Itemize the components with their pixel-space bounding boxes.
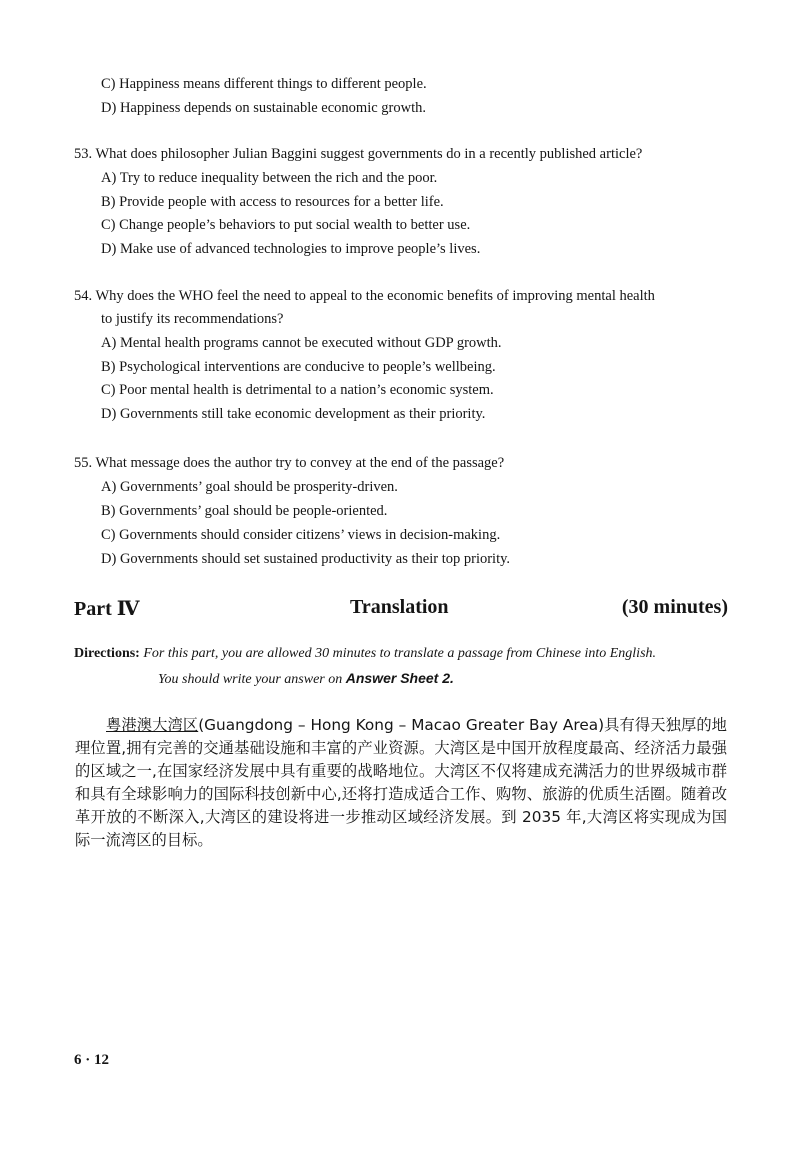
directions-line2: [158, 669, 454, 689]
option-letter: B): [101, 503, 116, 519]
translation-passage: [75, 714, 727, 852]
option-letter: C): [101, 527, 116, 543]
question-text: Why does the WHO feel the need to appeal to the economic benefits of improving mental health: [95, 288, 655, 304]
option-text: Poor mental health is detrimental to a nation’s economic system.: [119, 382, 494, 398]
part-title: Translation: [350, 596, 449, 618]
option-text: Provide people with access to resources for a better life.: [119, 194, 444, 210]
q55-option-a: [101, 478, 398, 496]
question-text: What does philosopher Julian Baggini suggest governments do in a recently published article?: [95, 146, 643, 162]
q54-option-c: [101, 381, 494, 399]
question-text: What message does the author try to convey at the end of the passage?: [95, 455, 505, 471]
option-text: Change people’s behaviors to put social wealth to better use.: [119, 217, 471, 233]
option-letter: D): [101, 241, 117, 257]
q53-option-d: [101, 240, 480, 258]
q53-stem: [74, 145, 642, 163]
q52-option-d: [101, 99, 426, 117]
option-text: Try to reduce inequality between the rich and the poor.: [119, 170, 438, 186]
q55-option-b: [101, 502, 387, 520]
option-letter: A): [101, 170, 117, 186]
q54-option-b: [101, 358, 496, 376]
option-letter: D): [101, 100, 117, 116]
question-number: 54.: [74, 288, 93, 304]
directions-text: You should write your answer on: [158, 672, 343, 687]
part-time: (30 minutes): [621, 596, 728, 618]
part-label: Part Ⅳ: [74, 598, 140, 620]
option-letter: B): [101, 194, 116, 210]
option-text: Governments should set sustained productivity as their top priority.: [119, 551, 511, 567]
question-number: 55.: [74, 455, 93, 471]
page-number: 6 · 12: [74, 1052, 110, 1068]
question-number: 53.: [74, 146, 93, 162]
option-letter: B): [101, 359, 116, 375]
option-text: Mental health programs cannot be executed without GDP growth.: [119, 335, 502, 351]
part-heading: [74, 596, 728, 624]
option-text: Governments still take economic development as their priority.: [119, 406, 486, 422]
option-text: Governments’ goal should be people-oriented.: [119, 503, 388, 519]
option-text: Happiness means different things to different people.: [119, 76, 427, 92]
option-letter: A): [101, 335, 117, 351]
option-text: Happiness depends on sustainable economic growth.: [119, 100, 426, 116]
q52-option-c: [101, 75, 427, 93]
q55-option-d: [101, 550, 510, 568]
directions-text: For this part, you are allowed 30 minutes to translate a passage from Chinese into English.: [143, 646, 657, 661]
q54-stem-line2: to justify its recommendations?: [101, 311, 284, 327]
q54-option-d: [101, 405, 485, 423]
option-text: Psychological interventions are conducive to people’s wellbeing.: [119, 359, 496, 375]
q53-option-a: [101, 169, 437, 187]
option-letter: C): [101, 382, 116, 398]
option-text: Governments’ goal should be prosperity-driven.: [119, 479, 398, 495]
option-text: Governments should consider citizens’ views in decision-making.: [119, 527, 501, 543]
directions-label: Directions:: [74, 646, 140, 661]
option-text: Make use of advanced technologies to improve people’s lives.: [119, 241, 481, 257]
option-letter: C): [101, 76, 116, 92]
q55-stem: [74, 454, 504, 472]
option-letter: A): [101, 479, 117, 495]
option-letter: D): [101, 406, 117, 422]
passage-body: (Guangdong – Hong Kong – Macao Greater Bay Area)具有得天独厚的地理位置,拥有完善的交通基础设施和丰富的产业资源。大湾区是中国开放程度最高、经济活力最强的区域之一,在国家经济发展中具有重要的战略地位。大湾区不仅将建成充满活力的世界级城市群和具有全球影响力的国际科技创新中心,还将打造成适合工作、购物、旅游的优质生活圈。随着改革开放的不断深入,大湾区的建设将进一步推动区域经济发展。到 2035 年,大湾区将实现成为国际一流湾区的目标。: [75, 716, 727, 849]
answer-sheet-label: Answer Sheet 2.: [345, 670, 454, 686]
q53-option-b: [101, 193, 444, 211]
option-letter: D): [101, 551, 117, 567]
q54-option-a: [101, 334, 502, 352]
q54-stem-line1: [74, 287, 655, 305]
q53-option-c: [101, 216, 470, 234]
passage-underlined-term: 粤港澳大湾区: [106, 716, 199, 734]
option-letter: C): [101, 217, 116, 233]
q55-option-c: [101, 526, 500, 544]
directions-line1: [74, 645, 656, 663]
